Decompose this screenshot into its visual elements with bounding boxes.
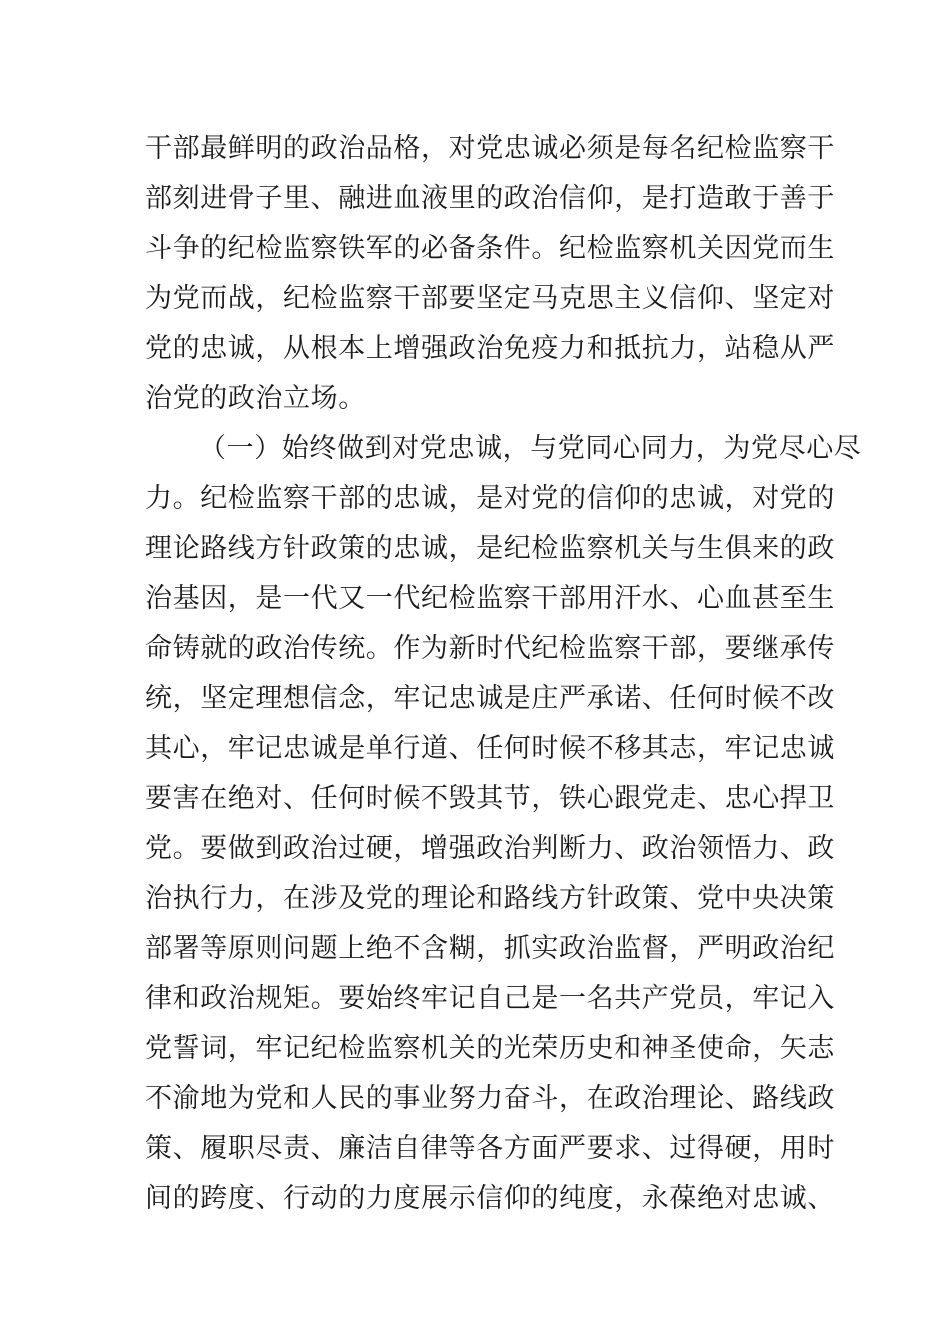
text-line: 治基因，是一代又一代纪检监察干部用汗水、心血甚至生 [145, 583, 835, 614]
text-line: 统，坚定理想信念，牢记忠诚是庄严承诺、任何时候不改 [145, 683, 835, 714]
text-line: 部署等原则问题上绝不含糊，抓实政治监督，严明政治纪 [145, 933, 835, 964]
text-line: 治党的政治立场。 [145, 383, 366, 414]
text-line: 部刻进骨子里、融进血液里的政治信仰，是打造敢于善于 [145, 183, 835, 214]
body-text [145, 124, 862, 1224]
text-line: 党的忠诚，从根本上增强政治免疫力和抵抗力，站稳从严 [145, 333, 835, 364]
text-line: 为党而战，纪检监察干部要坚定马克思主义信仰、坚定对 [145, 283, 835, 314]
text-line: 干部最鲜明的政治品格，对党忠诚必须是每名纪检监察干 [145, 133, 835, 164]
text-line: 力。纪检监察干部的忠诚，是对党的信仰的忠诚，对党的 [145, 483, 835, 514]
section-heading-line: （一）始终做到对党忠诚，与党同心同力，为党尽心尽 [199, 433, 862, 464]
text-line: 党誓词，牢记纪检监察机关的光荣历史和神圣使命，矢志 [145, 1033, 835, 1064]
text-line: 理论路线方针政策的忠诚，是纪检监察机关与生俱来的政 [145, 533, 835, 564]
text-line: 不渝地为党和人民的事业努力奋斗，在政治理论、路线政 [145, 1083, 835, 1114]
text-line: 治执行力，在涉及党的理论和路线方针政策、党中央决策 [145, 883, 835, 914]
text-line: 间的跨度、行动的力度展示信仰的纯度，永葆绝对忠诚、 [145, 1183, 835, 1214]
text-line: 命铸就的政治传统。作为新时代纪检监察干部，要继承传 [145, 633, 835, 664]
text-line: 律和政治规矩。要始终牢记自己是一名共产党员，牢记入 [145, 983, 835, 1014]
text-line: 斗争的纪检监察铁军的必备条件。纪检监察机关因党而生 [145, 233, 835, 264]
text-line: 策、履职尽责、廉洁自律等各方面严要求、过得硬，用时 [145, 1133, 835, 1164]
text-line: 要害在绝对、任何时候不毁其节，铁心跟党走、忠心捍卫 [145, 783, 835, 814]
text-line: 党。要做到政治过硬，增强政治判断力、政治领悟力、政 [145, 833, 835, 864]
text-line: 其心，牢记忠诚是单行道、任何时候不移其志，牢记忠诚 [145, 733, 835, 764]
